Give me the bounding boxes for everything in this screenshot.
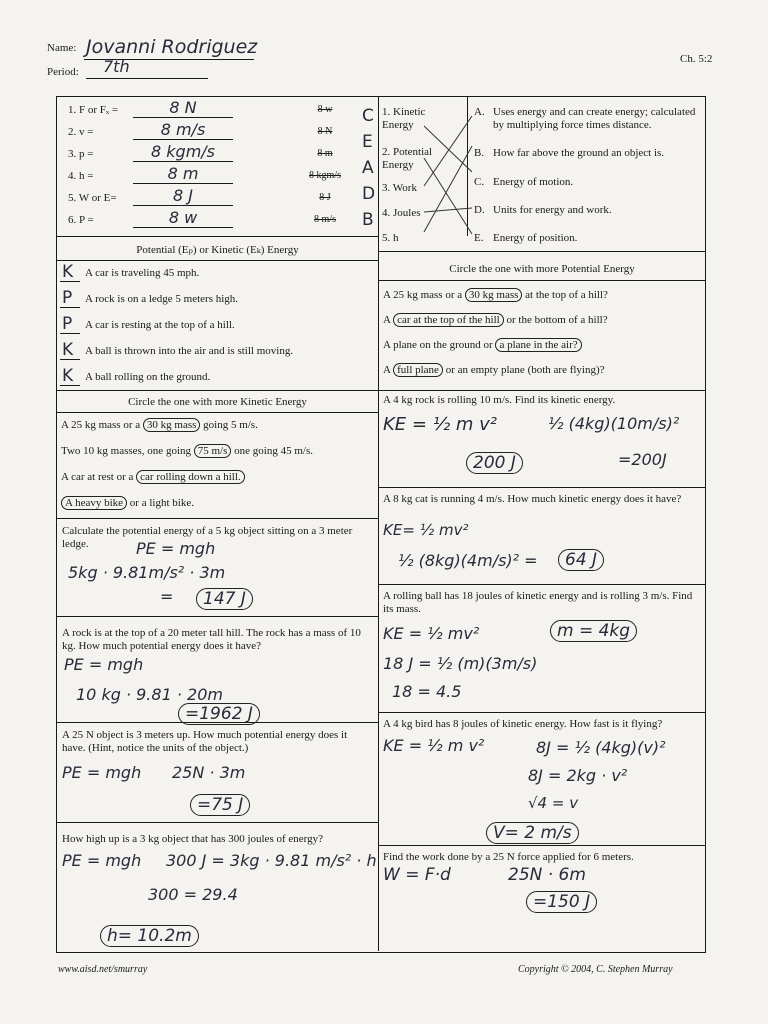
matching-answer-letter: B	[362, 210, 374, 230]
pe-ke-answer: P	[62, 288, 73, 308]
handwritten-work: 18 J = ½ (m)(3m/s)	[383, 654, 538, 673]
circled-final-answer: V= 2 m/s	[486, 822, 579, 844]
answer-line	[133, 117, 233, 118]
more-pe-question	[383, 364, 605, 376]
matching-def-letter: B.	[474, 147, 485, 159]
problem-question: A 4 kg rock is rolling 10 m/s. Find its kinetic energy.	[383, 394, 616, 406]
question-text: A car at rest or a	[61, 471, 137, 483]
unit-row-answer: 8 kgm/s	[151, 142, 215, 161]
more-pe-question	[383, 289, 608, 301]
matching-term: 5. h	[382, 232, 399, 244]
question-text: Two 10 kg masses, one going	[61, 445, 194, 457]
unit-option: 8 m	[317, 148, 333, 159]
footer-copyright: Copyright © 2004, C. Stephen Murray	[518, 964, 673, 975]
handwritten-work: PE = mgh	[62, 851, 142, 870]
unit-option: 8 m/s	[314, 214, 336, 225]
unit-option: 8 J	[319, 192, 331, 203]
handwritten-work: 8J = 2kg · v²	[528, 766, 628, 785]
pe-ke-item: A rock is on a ledge 5 meters high.	[85, 293, 239, 305]
question-text: at the top of a hill?	[522, 289, 608, 301]
problem-question: A rolling ball has 18 joules of kinetic energy and is rolling 3 m/s. Find its mass.	[383, 590, 693, 615]
circled-answer: A heavy bike	[61, 496, 127, 510]
matching-term: 3. Work	[382, 182, 417, 194]
more-ke-question	[61, 419, 258, 431]
handwritten-work: =	[160, 587, 174, 606]
unit-row-label: 6. P =	[68, 214, 94, 226]
more-pe-question	[383, 339, 582, 351]
matching-answer-letter: E	[362, 132, 373, 152]
pe-ke-item: A ball rolling on the ground.	[85, 371, 211, 383]
handwritten-work: 10 kg · 9.81 · 20m	[76, 685, 223, 704]
matching-term: 2. Potential Energy	[382, 146, 433, 171]
problem-divider	[56, 616, 379, 617]
circled-final-answer: h= 10.2m	[100, 925, 199, 947]
handwritten-work: KE = ½ m v²	[383, 736, 485, 755]
handwritten-work: 18 = 4.5	[392, 682, 462, 701]
handwritten-work: ½ (8kg)(4m/s)² =	[398, 551, 538, 570]
problem-question: Calculate the potential energy of a 5 kg object sitting on a 3 meter ledge.	[62, 525, 353, 550]
unit-row-answer: 8 m/s	[160, 120, 206, 139]
problem-divider	[379, 487, 705, 488]
unit-option: 8 w	[317, 104, 333, 115]
matching-def-text: Energy of motion.	[493, 176, 574, 188]
unit-row-label: 1. F or Fₓ =	[68, 104, 119, 116]
handwritten-work: =200J	[618, 450, 667, 469]
chapter-label: Ch. 5:2	[680, 53, 713, 65]
circled-answer: car at the top of the hill	[393, 313, 504, 327]
circled-answer: full plane	[393, 363, 443, 377]
unit-row-answer: 8 w	[168, 208, 198, 227]
handwritten-work: KE = ½ mv²	[383, 624, 480, 643]
problem-question: How high up is a 3 kg object that has 300 joules of energy?	[62, 833, 323, 845]
matching-answer-letter: C	[362, 106, 374, 126]
answer-line	[133, 227, 233, 228]
more-ke-title: Circle the one with more Kinetic Energy	[128, 396, 307, 408]
pe-ke-answer: K	[62, 262, 74, 282]
more-ke-question	[61, 497, 194, 509]
matching-term: 4. Joules	[382, 207, 421, 219]
answer-line	[133, 161, 233, 162]
handwritten-work: 25N · 6m	[508, 865, 586, 885]
handwritten-work: PE = mgh	[62, 763, 142, 782]
handwritten-work: 300 J = 3kg · 9.81 m/s² · h	[166, 851, 377, 870]
circled-final-answer: =1962 J	[178, 703, 260, 725]
handwritten-work: 5kg · 9.81m/s² · 3m	[68, 563, 226, 582]
matching-def-letter: D.	[474, 204, 485, 216]
period-label: Period:	[47, 66, 79, 78]
unit-row-label: 3. p =	[68, 148, 94, 160]
more-ke-question	[61, 471, 245, 483]
problem-question: A 25 N object is 3 meters up. How much potential energy does it have. (Hint, notice the units of the object.)	[62, 729, 348, 754]
more-pe-title: Circle the one with more Potential Energy	[449, 263, 635, 275]
question-text: A	[383, 314, 394, 326]
matching-def-text: How far above the ground an object is.	[493, 147, 665, 159]
unit-row-label: 5. W or E=	[68, 192, 117, 204]
matching-def-letter: C.	[474, 176, 485, 188]
unit-row-answer: 8 N	[169, 98, 197, 117]
answer-line	[133, 205, 233, 206]
matching-term: 1. Kinetic Energy	[382, 106, 426, 131]
problem-question: Find the work done by a 25 N force applied for 6 meters.	[383, 851, 634, 863]
pe-ke-title: Potential (Eₚ) or Kinetic (Eₖ) Energy	[136, 244, 299, 256]
unit-option: 8 kgm/s	[309, 170, 341, 181]
circled-final-answer: =75 J	[190, 794, 250, 816]
footer-url: www.aisd.net/smurray	[58, 964, 148, 975]
matching-def-text: Energy of position.	[493, 232, 578, 244]
handwritten-work: 300 = 29.4	[148, 885, 238, 904]
period-value: 7th	[103, 57, 130, 76]
matching-answer-letter: A	[362, 158, 374, 178]
unit-option: 8 N	[317, 126, 333, 137]
unit-row-label: 2. v =	[68, 126, 94, 138]
answer-line	[60, 385, 80, 386]
answer-line	[133, 183, 233, 184]
question-text: going 5 m/s.	[200, 419, 258, 431]
unit-row-label: 4. h =	[68, 170, 94, 182]
handwritten-work: ½ (4kg)(10m/s)²	[548, 414, 680, 433]
circled-final-answer: m = 4kg	[550, 620, 637, 642]
pe-ke-answer: K	[62, 340, 74, 360]
handwritten-work: √4 = v	[528, 794, 579, 812]
answer-line	[60, 307, 80, 308]
problem-question: A rock is at the top of a 20 meter tall hill. The rock has a mass of 10 kg. How much potential energy does it have?	[62, 627, 361, 652]
question-text: one going 45 m/s.	[231, 445, 313, 457]
question-text: or an empty plane (both are flying)?	[442, 364, 605, 376]
problem-divider	[379, 845, 705, 846]
handwritten-work: W = F·d	[383, 865, 451, 885]
problem-question: A 4 kg bird has 8 joules of kinetic energy. How fast is it flying?	[383, 718, 663, 730]
pe-ke-answer: P	[62, 314, 73, 334]
answer-line	[133, 139, 233, 140]
handwritten-work: PE = mgh	[136, 539, 216, 558]
circled-answer: 30 kg mass	[143, 418, 201, 432]
question-text: A 25 kg mass or a	[61, 419, 143, 431]
circled-final-answer: 200 J	[466, 452, 523, 474]
name-label: Name:	[47, 42, 77, 54]
handwritten-work: 8J = ½ (4kg)(v)²	[536, 738, 666, 757]
question-text: A	[383, 364, 394, 376]
circled-final-answer: =150 J	[526, 891, 597, 913]
problem-question: A 8 kg cat is running 4 m/s. How much kinetic energy does it have?	[383, 493, 682, 505]
unit-row-answer: 8 m	[167, 164, 199, 183]
pe-ke-item: A car is traveling 45 mph.	[85, 267, 200, 279]
more-pe-question	[383, 314, 608, 326]
handwritten-work: 25N · 3m	[172, 763, 246, 782]
circled-answer: 75 m/s	[194, 444, 232, 458]
circled-final-answer: 147 J	[196, 588, 253, 610]
question-text: A 25 kg mass or a	[383, 289, 465, 301]
pe-ke-answer: K	[62, 366, 74, 386]
matching-def-letter: A.	[474, 106, 485, 118]
matching-def-letter: E.	[474, 232, 484, 244]
question-text: A plane on the ground or	[383, 339, 496, 351]
problem-divider	[56, 822, 379, 823]
circled-answer: a plane in the air?	[495, 338, 581, 352]
handwritten-work: KE = ½ m v²	[383, 414, 497, 435]
matching-answer-letter: D	[362, 184, 376, 204]
more-ke-question	[61, 445, 313, 457]
handwritten-work: PE = mgh	[64, 655, 144, 674]
answer-line	[60, 359, 80, 360]
pe-ke-item: A car is resting at the top of a hill.	[85, 319, 235, 331]
unit-row-answer: 8 J	[173, 186, 193, 205]
matching-def-text: Uses energy and can create energy; calculated by multiplying force times distance.	[493, 106, 696, 131]
circled-answer: 30 kg mass	[465, 288, 523, 302]
pe-ke-item: A ball is thrown into the air and is still moving.	[85, 345, 294, 357]
problem-divider	[379, 584, 705, 585]
question-text: or the bottom of a hill?	[503, 314, 608, 326]
question-text: or a light bike.	[127, 497, 194, 509]
problem-divider	[379, 712, 705, 713]
matching-def-text: Units for energy and work.	[493, 204, 612, 216]
circled-final-answer: 64 J	[558, 549, 604, 571]
answer-line	[60, 281, 80, 282]
name-value: Jovanni Rodriguez	[86, 36, 258, 58]
circled-answer: car rolling down a hill.	[136, 470, 245, 484]
handwritten-work: KE= ½ mv²	[383, 521, 469, 539]
answer-line	[60, 333, 80, 334]
